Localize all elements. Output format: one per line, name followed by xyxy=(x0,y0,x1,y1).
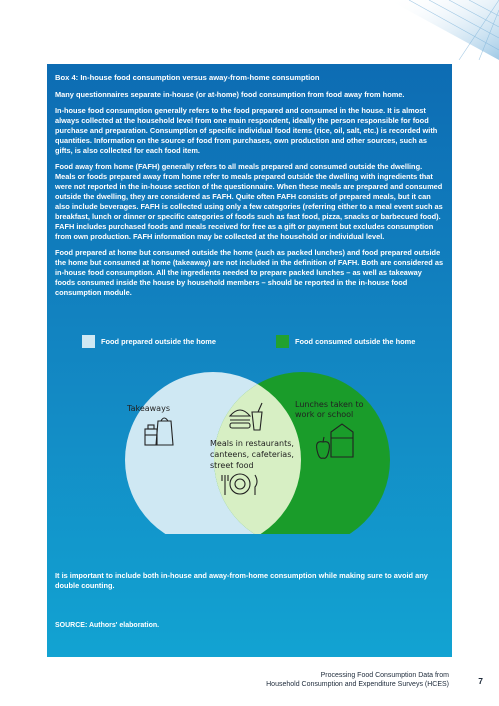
legend-item-prepared-outside xyxy=(82,335,216,348)
legend-swatch-light xyxy=(82,335,95,348)
legend-label: Food prepared outside the home xyxy=(101,337,216,346)
box-paragraph: Food prepared at home but consumed outside the home (such as packed lunches) and food prepared outside the home but consumed at home (takeaway) are not included in the definition of FAFH. Both are considered as in-house food consumption. All the ingredients needed to prepare packed lunches – as well as takeaway foods consumed inside the house by household members – should be reported in the in-house food consumption module. xyxy=(55,248,444,297)
venn-label-takeaways: Takeaways xyxy=(127,404,170,413)
source-note: SOURCE: Authors' elaboration. xyxy=(55,622,160,629)
box-closing-text: It is important to include both in-house and away-from-home consumption while making sure to avoid any double counting. xyxy=(55,571,428,590)
venn-diagram xyxy=(47,354,452,534)
legend-label: Food consumed outside the home xyxy=(295,337,416,346)
venn-lunches-line: Lunches taken to xyxy=(295,400,364,409)
corner-pattern xyxy=(349,0,499,60)
box-paragraph: Many questionnaires separate in-house (or at-home) food consumption from food away from home. xyxy=(55,90,405,99)
box-4 xyxy=(47,64,452,657)
venn-center-line: street food xyxy=(210,461,254,470)
legend-item-consumed-outside xyxy=(276,335,415,348)
page-number: 7 xyxy=(478,676,483,686)
venn-legend xyxy=(82,335,442,349)
box-title: Box 4: In-house food consumption versus away-from-home consumption xyxy=(55,73,320,82)
footer-line: Processing Food Consumption Data from xyxy=(320,672,449,679)
venn-center-line: canteens, cafeterias, xyxy=(210,450,294,459)
footer-line: Household Consumption and Expenditure Surveys (HCES) xyxy=(266,681,449,688)
venn-center-line: Meals in restaurants, xyxy=(210,439,294,448)
page-footer xyxy=(266,671,449,689)
legend-swatch-green xyxy=(276,335,289,348)
venn-lunches-line: work or school xyxy=(295,410,354,419)
box-paragraph: Food away from home (FAFH) generally refers to all meals prepared and consumed outside the dwelling. Meals or foods prepared away from home refer to meals prepared outside the dwelling with ingredients that were not reported in the in-house section of the questionnaire. When these meals are prepared and consumed outside the dwelling, they are considered as FAFH. Quite often FAFH consists of prepared meals, but it can also include beverages. FAFH is collected using only a few categories (referring either to a meal event such as breakfast, lunch or dinner or specific categories of foods such as fast food, pizza, snacks or barbecued food). FAFH includes purchased foods and meals received for free as a gift or payment but excludes consumption from own production. FAFH information may be collected at the household or individual level. xyxy=(55,162,443,241)
box-paragraph: In-house food consumption generally refers to the food prepared and consumed in the house. It is almost always collected at the household level from one main respondent, ideally the person responsible for food purchase and preparation. Consumption of specific individual food items (rice, oil, salt, etc.) is recorded with quantities. Information on the source of food from purchases, own production and other sources, such as gifts, is also collected for each food item. xyxy=(55,106,438,155)
